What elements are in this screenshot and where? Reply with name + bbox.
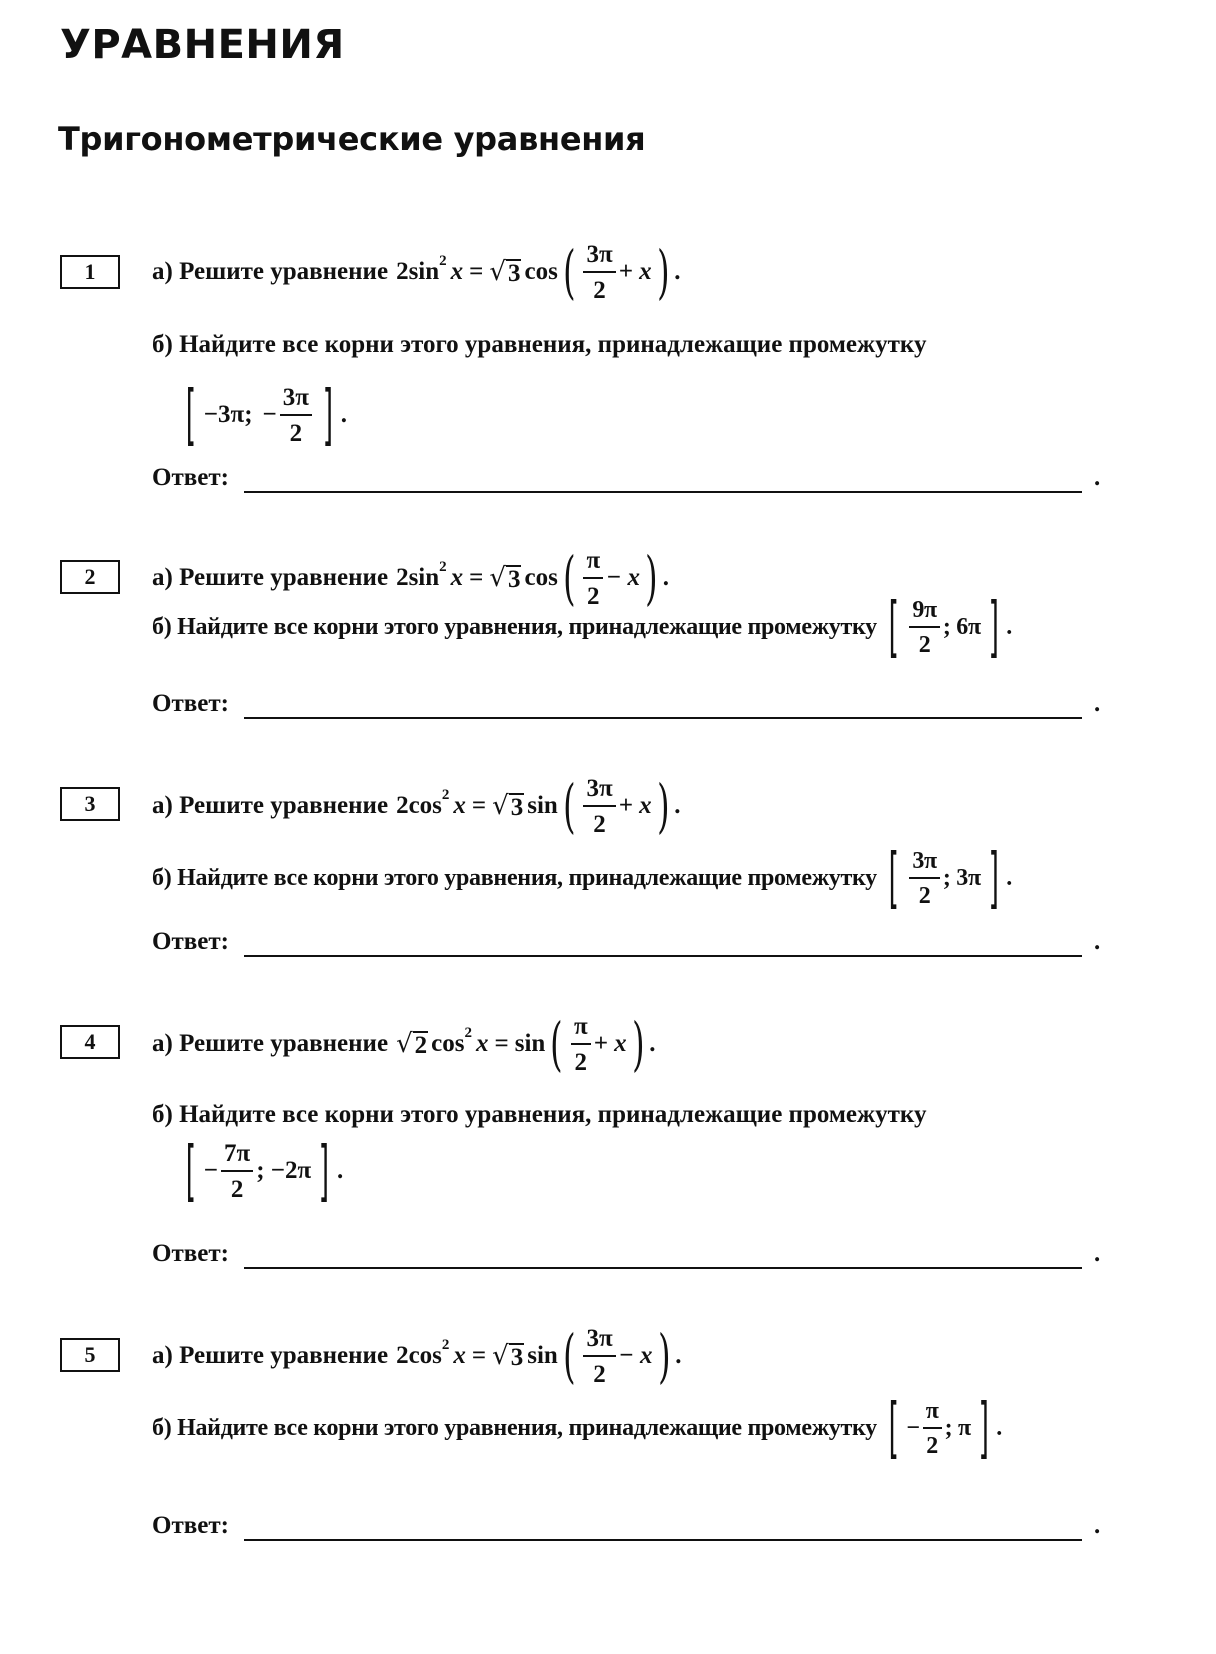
interval-fraction: $\frac{3\pi}{2}$ <box>280 385 312 446</box>
answer-row-1 <box>152 464 1102 494</box>
equation: √ 2 cos 2 x = sin ( π 2 + x ) . <box>396 1010 656 1078</box>
eq-lhs: 2cos <box>396 792 442 819</box>
eq-equals: = <box>494 1030 509 1057</box>
answer-end: . <box>1094 690 1101 717</box>
equation: 2cos 2 x = √ 3 sin ( 3π 2 + x ) . <box>396 772 681 840</box>
eq-power: 2 <box>441 786 450 803</box>
sqrt-icon: √ 3 <box>489 563 521 593</box>
problem-1-part-b <box>152 328 926 362</box>
problem-3-part-b: б) Найдите все корни этого уравнения, принадлежащие промежутку [ 3π 2 ; 3π ] . <box>152 839 1012 916</box>
eq-power: 2 <box>439 252 447 269</box>
eq-tail: − x <box>606 564 641 591</box>
interval-fraction: $\frac{7\pi}{2}$ <box>221 1141 253 1202</box>
sqrt-icon: √ 2 <box>396 1029 428 1059</box>
problem-number-1: 1 <box>60 255 120 289</box>
eq-tail: − x <box>618 1342 653 1369</box>
eq-equals: = <box>471 1342 487 1369</box>
interval-end: ; 3π <box>942 864 981 891</box>
section-title: Тригонометрические уравнения <box>58 120 646 158</box>
interval-fraction: 9π 2 <box>909 598 940 657</box>
problem-number-3: 3 <box>60 787 120 821</box>
eq-power: 2 <box>441 1336 450 1353</box>
eq-lhs: 2sin <box>396 258 440 285</box>
eq-func: cos <box>524 564 558 591</box>
eq-func: sin <box>514 1030 546 1057</box>
answer-end: . <box>1094 1512 1101 1539</box>
part-b-text: б) Найдите все корни этого уравнения, принадлежащие промежутку <box>152 864 877 891</box>
answer-label: Ответ: <box>152 1512 229 1539</box>
answer-end: . <box>1094 1240 1101 1267</box>
equation: 2sin 2 x = √ 3 cos ( 3π 2 + x ) . <box>396 238 681 306</box>
interval-fraction: 3π 2 <box>909 849 940 908</box>
answer-label: Ответ: <box>152 928 229 955</box>
problem-4-part-b <box>152 1098 926 1132</box>
part-b-text: б) Найдите все корни этого уравнения, принадлежащие промежутку <box>152 331 927 358</box>
part-b-text: б) Найдите все корни этого уравнения, принадлежащие промежутку <box>152 1101 927 1128</box>
answer-row-3 <box>152 928 1102 958</box>
equation: 2cos 2 x = √ 3 sin ( 3π 2 − x ) . <box>396 1322 682 1390</box>
part-a-label: а) Решите уравнение <box>152 792 389 819</box>
answer-field[interactable] <box>244 1539 1082 1541</box>
eq-func: cos <box>524 258 558 285</box>
problem-number-5: 5 <box>60 1338 120 1372</box>
answer-label: Ответ: <box>152 1240 229 1267</box>
interval-fraction: $\frac{\pi}{2}$ <box>923 1399 942 1458</box>
eq-lhs: 2sin <box>396 564 440 591</box>
interval-end: ; π <box>944 1414 971 1441</box>
answer-field[interactable] <box>244 1267 1082 1269</box>
problem-number-2: 2 <box>60 560 120 594</box>
problem-2-part-b: б) Найдите все корни этого уравнения, принадлежащие промежутку [ 9π 2 ; 6π ] . <box>152 588 1012 665</box>
eq-equals: = <box>469 258 484 285</box>
equation: 2sin 2 x = √ 3 cos ( π 2 − x ) . <box>396 544 669 612</box>
eq-power: 2 <box>439 558 447 575</box>
eq-power: 2 <box>464 1024 472 1041</box>
eq-func: sin <box>527 1342 558 1369</box>
sqrt-radicand: 2 <box>414 1031 428 1059</box>
answer-label: Ответ: <box>152 464 229 491</box>
eq-equals: = <box>471 792 487 819</box>
answer-field[interactable] <box>244 717 1082 719</box>
part-b-text: б) Найдите все корни этого уравнения, принадлежащие промежутку <box>152 1414 877 1441</box>
problem-4-part-a <box>152 1012 656 1076</box>
interval-sign: − <box>262 401 277 428</box>
page-title: УРАВНЕНИЯ <box>60 22 345 68</box>
interval-end: ; 6π <box>942 613 981 640</box>
problem-5-part-b: б) Найдите все корни этого уравнения, принадлежащие промежутку [ − $\frac{\pi}{2}$ ; π ] . <box>152 1389 1002 1466</box>
answer-label: Ответ: <box>152 690 229 717</box>
part-a-label: а) Решите уравнение <box>152 258 389 285</box>
sqrt-radicand: 3 <box>510 793 524 821</box>
interval-start: −3π; <box>203 401 253 428</box>
eq-lhs: cos <box>431 1030 465 1057</box>
sqrt-icon: √ 3 <box>489 257 521 287</box>
answer-end: . <box>1094 928 1101 955</box>
answer-row-5 <box>152 1512 1102 1542</box>
eq-tail: + x <box>618 792 652 819</box>
part-a-label: а) Решите уравнение <box>152 1030 389 1057</box>
interval-sign: − <box>203 1157 218 1184</box>
eq-var: x <box>453 1342 466 1369</box>
sqrt-radicand: 3 <box>510 1343 524 1371</box>
eq-func: sin <box>527 792 558 819</box>
problem-4-interval: [ − $\frac{7\pi}{2}$ ; −2π ] . <box>185 1132 344 1209</box>
answer-row-4 <box>152 1240 1102 1270</box>
problem-number-4: 4 <box>60 1025 120 1059</box>
eq-var: x <box>475 1030 489 1057</box>
problem-3-part-a <box>152 774 681 838</box>
eq-lhs: 2cos <box>396 1342 442 1369</box>
fraction: 3π 2 <box>583 242 615 303</box>
sqrt-radicand: 3 <box>507 259 521 287</box>
eq-var: x <box>450 564 464 591</box>
part-a-label: а) Решите уравнение <box>152 1342 389 1369</box>
answer-field[interactable] <box>244 955 1082 957</box>
sqrt-icon: √ 3 <box>492 791 524 821</box>
part-a-label: а) Решите уравнение <box>152 564 389 591</box>
sqrt-icon: √ 3 <box>492 1341 524 1371</box>
eq-var: x <box>453 792 466 819</box>
problem-1-part-a <box>152 240 681 304</box>
problem-1-interval: [ −3π; − $\frac{3\pi}{2}$ ] . <box>185 376 347 453</box>
interval-end: ; −2π <box>256 1157 312 1184</box>
fraction: 3π 2 <box>583 1326 615 1387</box>
answer-end: . <box>1094 464 1101 491</box>
fraction: π 2 <box>583 548 603 609</box>
interval-sign: − <box>906 1414 920 1441</box>
part-b-text: б) Найдите все корни этого уравнения, принадлежащие промежутку <box>152 613 877 640</box>
problem-5-part-a <box>152 1324 681 1388</box>
answer-field[interactable] <box>244 491 1082 493</box>
eq-tail: + x <box>593 1030 627 1057</box>
eq-var: x <box>450 258 464 285</box>
sqrt-radicand: 3 <box>507 565 521 593</box>
fraction: 3π 2 <box>583 776 615 837</box>
eq-equals: = <box>469 564 484 591</box>
answer-row-2 <box>152 690 1102 720</box>
eq-tail: + x <box>618 258 652 285</box>
fraction: π 2 <box>571 1014 591 1075</box>
